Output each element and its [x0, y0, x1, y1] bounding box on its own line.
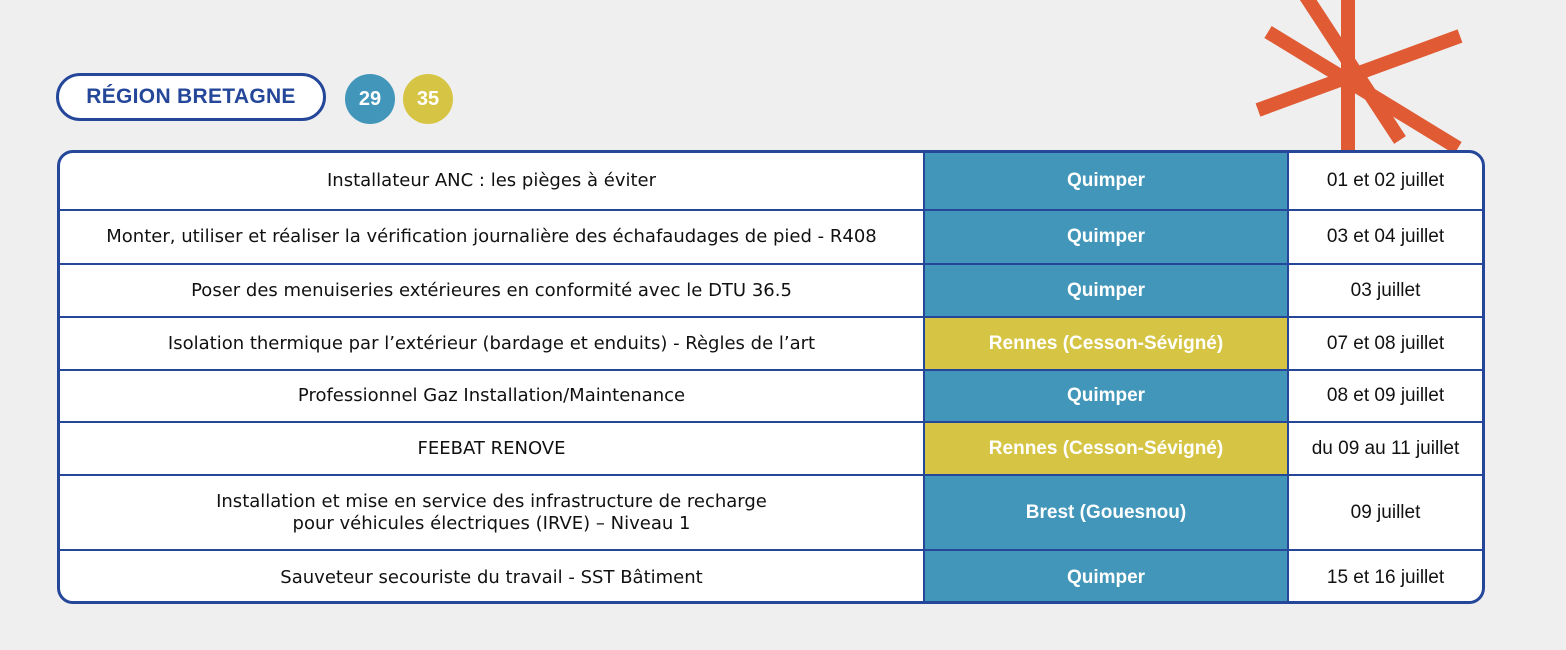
- session-city: Quimper: [924, 210, 1288, 264]
- session-city: Brest (Gouesnou): [924, 475, 1288, 550]
- session-city: Quimper: [924, 550, 1288, 604]
- department-badge-29: [345, 74, 395, 124]
- department-number: 29: [358, 87, 382, 110]
- session-title: FEEBAT RENOVE: [60, 422, 924, 475]
- session-title: Monter, utiliser et réaliser la vérification journalière des échafaudages de pied - R408: [60, 210, 924, 264]
- table-row: [60, 317, 1482, 370]
- table-row: [60, 370, 1482, 422]
- asterisk-decoration-icon: [1250, 0, 1490, 160]
- region-badge: [56, 73, 326, 121]
- session-city: Rennes (Cesson-Sévigné): [924, 422, 1288, 475]
- region-label: RÉGION BRETAGNE: [86, 85, 296, 108]
- department-badge-35: [403, 74, 453, 124]
- session-city: Quimper: [924, 264, 1288, 317]
- training-schedule-table: [57, 150, 1485, 604]
- table-row: [60, 550, 1482, 604]
- session-date: 03 juillet: [1288, 264, 1482, 317]
- table-row: [60, 153, 1482, 210]
- table-row: [60, 475, 1482, 550]
- session-date: du 09 au 11 juillet: [1288, 422, 1482, 475]
- session-title: Poser des menuiseries extérieures en conformité avec le DTU 36.5: [60, 264, 924, 317]
- session-date: 01 et 02 juillet: [1288, 153, 1482, 210]
- session-city: Quimper: [924, 153, 1288, 210]
- table-row: [60, 422, 1482, 475]
- session-title: Installation et mise en service des infrastructure de recharge pour véhicules électriques (IRVE) – Niveau 1: [60, 475, 924, 550]
- session-title: Professionnel Gaz Installation/Maintenance: [60, 370, 924, 422]
- session-title: Isolation thermique par l’extérieur (bardage et enduits) - Règles de l’art: [60, 317, 924, 370]
- session-city: Quimper: [924, 370, 1288, 422]
- session-date: 03 et 04 juillet: [1288, 210, 1482, 264]
- session-date: 15 et 16 juillet: [1326, 567, 1445, 588]
- table-row: [60, 210, 1482, 264]
- session-city: Rennes (Cesson-Sévigné): [924, 317, 1288, 370]
- table-row: [60, 264, 1482, 317]
- session-title: Installateur ANC : les pièges à éviter: [60, 153, 924, 210]
- session-date: 08 et 09 juillet: [1288, 370, 1482, 422]
- department-number: 35: [416, 87, 440, 110]
- session-date: 07 et 08 juillet: [1288, 317, 1482, 370]
- session-date: 09 juillet: [1288, 475, 1482, 550]
- session-title: Sauveteur secouriste du travail - SST Bâtiment: [60, 550, 924, 604]
